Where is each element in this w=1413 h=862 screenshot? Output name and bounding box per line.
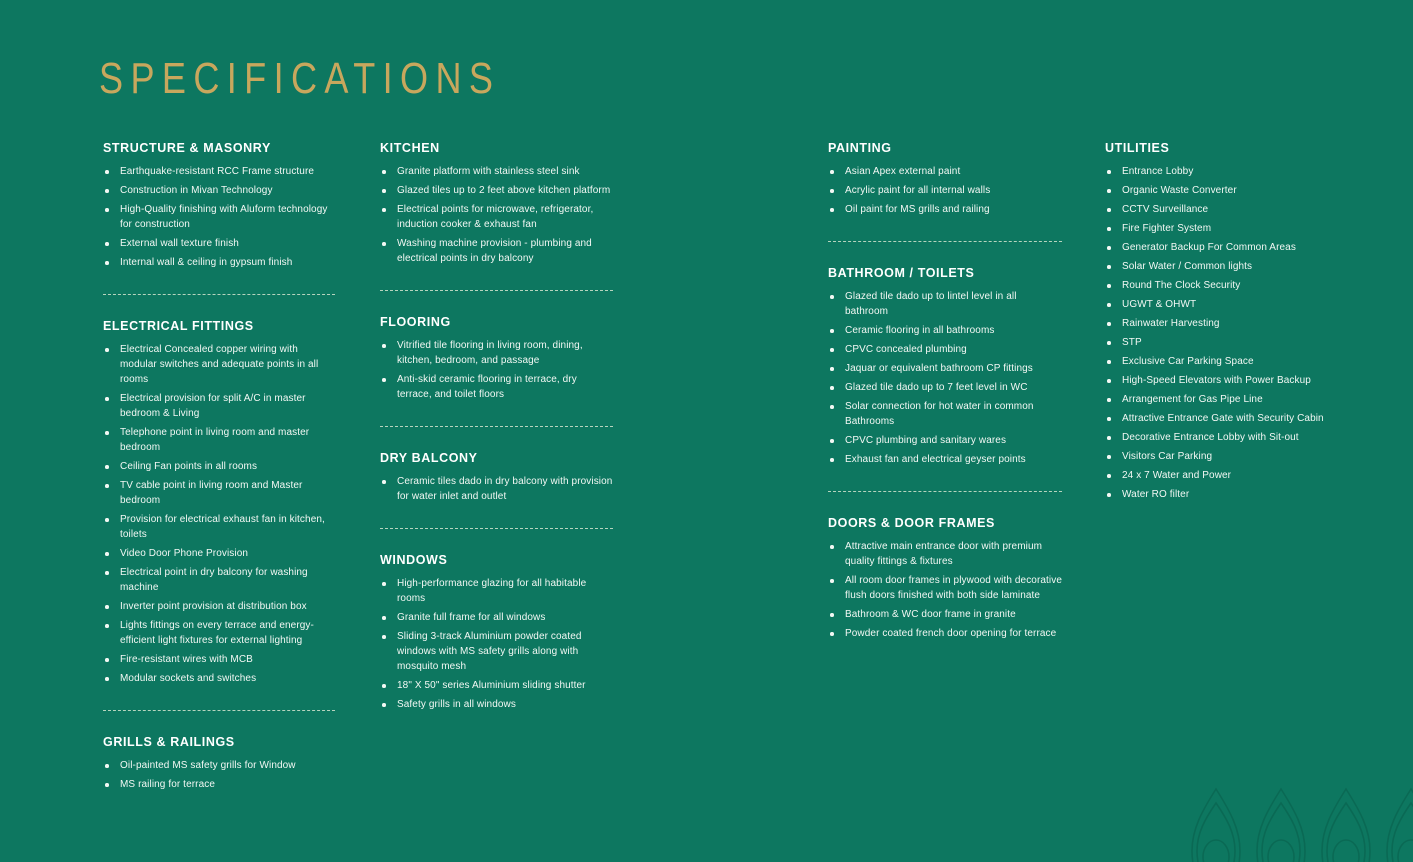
dashed-divider	[380, 290, 613, 291]
item-text: MS railing for terrace	[120, 779, 216, 790]
list-item	[1105, 316, 1343, 331]
item-text: Oil-painted MS safety grills for Window	[120, 760, 296, 771]
list-item	[380, 338, 613, 368]
bullet-icon	[1107, 455, 1111, 459]
item-text: Solar Water / Common lights	[1122, 261, 1253, 272]
bullet-icon	[1107, 360, 1111, 364]
page-title: SPECIFICATIONS	[99, 54, 501, 103]
list-item	[1105, 240, 1343, 255]
section-heading: GRILLS & RAILINGS	[103, 735, 235, 749]
spec-list	[380, 474, 613, 504]
item-text: High-Quality finishing with Aluform technology for construction	[120, 204, 328, 230]
bullet-icon	[105, 571, 109, 575]
bullet-icon	[105, 484, 109, 488]
list-item	[103, 618, 335, 648]
list-item	[103, 342, 335, 387]
section-heading: DOORS & DOOR FRAMES	[828, 516, 995, 530]
list-item	[380, 697, 613, 712]
list-item	[828, 361, 1062, 376]
spec-section	[380, 141, 613, 266]
bullet-icon	[830, 386, 834, 390]
bullet-icon	[105, 465, 109, 469]
bullet-icon	[830, 208, 834, 212]
bullet-icon	[830, 545, 834, 549]
item-text: Ceiling Fan points in all rooms	[120, 461, 258, 472]
item-text: Provision for electrical exhaust fan in kitchen, toilets	[120, 514, 325, 540]
list-item	[380, 610, 613, 625]
bullet-icon	[1107, 265, 1111, 269]
section-heading: STRUCTURE & MASONRY	[103, 141, 271, 155]
spec-column-1	[103, 141, 335, 796]
item-text: UGWT & OHWT	[1122, 299, 1197, 310]
bullet-icon	[105, 348, 109, 352]
bullet-icon	[105, 170, 109, 174]
list-item	[380, 183, 613, 198]
list-item	[828, 433, 1062, 448]
item-text: Water RO filter	[1122, 489, 1190, 500]
item-text: Fire Fighter System	[1122, 223, 1212, 234]
item-text: Organic Waste Converter	[1122, 185, 1237, 196]
bullet-icon	[830, 329, 834, 333]
spec-list	[828, 164, 1062, 217]
bullet-icon	[830, 189, 834, 193]
list-item	[828, 380, 1062, 395]
bullet-icon	[105, 397, 109, 401]
list-item	[828, 323, 1062, 338]
bullet-icon	[382, 378, 386, 382]
bullet-icon	[1107, 189, 1111, 193]
item-text: Fire-resistant wires with MCB	[120, 654, 253, 665]
list-item	[380, 576, 613, 606]
bullet-icon	[1107, 322, 1111, 326]
bullet-icon	[382, 208, 386, 212]
bullet-icon	[830, 405, 834, 409]
spec-section	[828, 141, 1062, 217]
item-text: TV cable point in living room and Master bedroom	[120, 480, 303, 506]
list-item	[828, 452, 1062, 467]
list-item	[103, 565, 335, 595]
list-item	[103, 758, 335, 773]
list-item	[1105, 354, 1343, 369]
section-heading: BATHROOM / TOILETS	[828, 266, 975, 280]
list-item	[103, 512, 335, 542]
bullet-icon	[382, 344, 386, 348]
bullet-icon	[1107, 170, 1111, 174]
item-text: Rainwater Harvesting	[1122, 318, 1220, 329]
list-item	[103, 391, 335, 421]
list-item	[828, 626, 1062, 641]
dashed-divider	[380, 528, 613, 529]
spec-list	[1105, 164, 1343, 502]
spec-list	[380, 338, 613, 402]
bullet-icon	[830, 579, 834, 583]
bullet-icon	[382, 703, 386, 707]
item-text: Earthquake-resistant RCC Frame structure	[120, 166, 315, 177]
item-text: Ceramic tiles dado in dry balcony with provision for water inlet and outlet	[397, 476, 613, 502]
list-item	[828, 202, 1062, 217]
item-text: Electrical points for microwave, refrigerator, induction cooker & exhaust fan	[397, 204, 594, 230]
section-heading: DRY BALCONY	[380, 451, 478, 465]
item-text: Arrangement for Gas Pipe Line	[1122, 394, 1263, 405]
bullet-icon	[1107, 246, 1111, 250]
item-text: Asian Apex external paint	[845, 166, 961, 177]
item-text: Video Door Phone Provision	[120, 548, 249, 559]
item-text: Glazed tile dado up to 7 feet level in WC	[845, 382, 1028, 393]
item-text: Solar connection for hot water in common Bathrooms	[845, 401, 1034, 427]
spec-section	[380, 315, 613, 402]
item-text: Inverter point provision at distribution box	[120, 601, 307, 612]
item-text: 18" X 50" series Aluminium sliding shutter	[397, 680, 586, 691]
dashed-divider	[103, 710, 335, 711]
dashed-divider	[828, 491, 1062, 492]
bullet-icon	[105, 677, 109, 681]
item-text: CCTV Surveillance	[1122, 204, 1209, 215]
item-text: Sliding 3-track Aluminium powder coated windows with MS safety grills along with mosquito mesh	[397, 631, 582, 672]
dashed-divider	[103, 294, 335, 295]
spec-list	[380, 576, 613, 712]
item-text: Glazed tile dado up to lintel level in all bathroom	[845, 291, 1017, 317]
list-item	[103, 459, 335, 474]
list-item	[103, 546, 335, 561]
list-item	[103, 164, 335, 179]
bullet-icon	[830, 632, 834, 636]
list-item	[103, 202, 335, 232]
item-text: Anti-skid ceramic flooring in terrace, dry terrace, and toilet floors	[397, 374, 577, 400]
section-heading: FLOORING	[380, 315, 451, 329]
item-text: Lights fittings on every terrace and energy-efficient light fixtures for external lighting	[120, 620, 314, 646]
bullet-icon	[830, 295, 834, 299]
list-item	[1105, 183, 1343, 198]
list-item	[1105, 449, 1343, 464]
list-item	[103, 255, 335, 270]
item-text: Construction in Mivan Technology	[120, 185, 273, 196]
item-text: External wall texture finish	[120, 238, 239, 249]
list-item	[1105, 164, 1343, 179]
section-heading: ELECTRICAL FITTINGS	[103, 319, 254, 333]
list-item	[103, 671, 335, 686]
item-text: Ceramic flooring in all bathrooms	[845, 325, 995, 336]
list-item	[1105, 278, 1343, 293]
item-text: Powder coated french door opening for terrace	[845, 628, 1057, 639]
spec-list	[103, 342, 335, 686]
list-item	[1105, 297, 1343, 312]
item-text: All room door frames in plywood with decorative flush doors finished with both side laminate	[845, 575, 1063, 601]
bullet-icon	[105, 605, 109, 609]
item-text: Jaquar or equivalent bathroom CP fittings	[845, 363, 1033, 374]
bullet-icon	[1107, 417, 1111, 421]
list-item	[380, 629, 613, 674]
item-text: Granite full frame for all windows	[397, 612, 546, 623]
list-item	[103, 777, 335, 792]
bullet-icon	[382, 635, 386, 639]
spec-section	[380, 451, 613, 504]
item-text: Electrical Concealed copper wiring with modular switches and adequate points in all rooms	[120, 344, 319, 385]
item-text: CPVC plumbing and sanitary wares	[845, 435, 1007, 446]
bullet-icon	[1107, 341, 1111, 345]
bullet-icon	[1107, 398, 1111, 402]
bullet-icon	[105, 261, 109, 265]
list-item	[103, 652, 335, 667]
bullet-icon	[830, 367, 834, 371]
spec-column-3	[828, 141, 1062, 645]
item-text: Washing machine provision - plumbing and electrical points in dry balcony	[397, 238, 592, 264]
list-item	[828, 183, 1062, 198]
bullet-icon	[382, 582, 386, 586]
bullet-icon	[105, 764, 109, 768]
list-item	[103, 425, 335, 455]
spec-list	[103, 164, 335, 270]
spec-list	[828, 539, 1062, 641]
bullet-icon	[1107, 436, 1111, 440]
bullet-icon	[105, 518, 109, 522]
bullet-icon	[830, 613, 834, 617]
bullet-icon	[1107, 208, 1111, 212]
item-text: STP	[1122, 337, 1142, 348]
spec-section	[103, 141, 335, 270]
list-item	[1105, 487, 1343, 502]
bullet-icon	[105, 189, 109, 193]
list-item	[1105, 411, 1343, 426]
list-item	[1105, 430, 1343, 445]
list-item	[1105, 221, 1343, 236]
bullet-icon	[1107, 303, 1111, 307]
spec-section	[1105, 141, 1343, 502]
bullet-icon	[382, 480, 386, 484]
bullet-icon	[382, 684, 386, 688]
bullet-icon	[1107, 493, 1111, 497]
bullet-icon	[105, 431, 109, 435]
spec-section	[103, 319, 335, 686]
bullet-icon	[382, 189, 386, 193]
bullet-icon	[830, 439, 834, 443]
list-item	[828, 573, 1062, 603]
bullet-icon	[1107, 379, 1111, 383]
spec-list	[828, 289, 1062, 467]
item-text: 24 x 7 Water and Power	[1122, 470, 1232, 481]
item-text: Visitors Car Parking	[1122, 451, 1213, 462]
list-item	[380, 164, 613, 179]
list-item	[103, 478, 335, 508]
spec-section	[828, 266, 1062, 467]
list-item	[828, 342, 1062, 357]
list-item	[1105, 202, 1343, 217]
item-text: Exhaust fan and electrical geyser points	[845, 454, 1026, 465]
spec-column-2	[380, 141, 613, 716]
list-item	[828, 399, 1062, 429]
item-text: Generator Backup For Common Areas	[1122, 242, 1296, 253]
bullet-icon	[1107, 474, 1111, 478]
bullet-icon	[830, 458, 834, 462]
spec-column-4	[1105, 141, 1343, 506]
list-item	[103, 236, 335, 251]
peacock-feather-pattern-icon	[1161, 785, 1413, 862]
bullet-icon	[830, 348, 834, 352]
list-item	[828, 164, 1062, 179]
spec-section	[380, 553, 613, 712]
list-item	[103, 599, 335, 614]
list-item	[1105, 373, 1343, 388]
dashed-divider	[380, 426, 613, 427]
item-text: Granite platform with stainless steel sink	[397, 166, 580, 177]
bullet-icon	[105, 208, 109, 212]
list-item	[1105, 392, 1343, 407]
bullet-icon	[105, 242, 109, 246]
list-item	[380, 678, 613, 693]
item-text: Modular sockets and switches	[120, 673, 257, 684]
item-text: High-performance glazing for all habitable rooms	[397, 578, 587, 604]
list-item	[828, 289, 1062, 319]
bullet-icon	[105, 658, 109, 662]
item-text: Round The Clock Security	[1122, 280, 1241, 291]
item-text: Entrance Lobby	[1122, 166, 1194, 177]
item-text: Electrical point in dry balcony for washing machine	[120, 567, 308, 593]
section-heading: PAINTING	[828, 141, 892, 155]
bullet-icon	[382, 170, 386, 174]
item-text: Attractive Entrance Gate with Security Cabin	[1122, 413, 1324, 424]
bullet-icon	[105, 783, 109, 787]
item-text: Exclusive Car Parking Space	[1122, 356, 1254, 367]
item-text: Vitrified tile flooring in living room, dining, kitchen, bedroom, and passage	[397, 340, 583, 366]
list-item	[828, 539, 1062, 569]
list-item	[380, 236, 613, 266]
bullet-icon	[382, 242, 386, 246]
list-item	[380, 372, 613, 402]
bullet-icon	[382, 616, 386, 620]
list-item	[1105, 259, 1343, 274]
list-item	[1105, 468, 1343, 483]
dashed-divider	[828, 241, 1062, 242]
item-text: Oil paint for MS grills and railing	[845, 204, 990, 215]
item-text: Bathroom & WC door frame in granite	[845, 609, 1016, 620]
bullet-icon	[1107, 227, 1111, 231]
list-item	[380, 474, 613, 504]
bullet-icon	[105, 624, 109, 628]
bullet-icon	[830, 170, 834, 174]
item-text: Safety grills in all windows	[397, 699, 516, 710]
item-text: Attractive main entrance door with premium quality fittings & fixtures	[845, 541, 1043, 567]
item-text: Internal wall & ceiling in gypsum finish	[120, 257, 293, 268]
section-heading: UTILITIES	[1105, 141, 1170, 155]
spec-list	[103, 758, 335, 792]
spec-section	[103, 735, 335, 792]
item-text: Glazed tiles up to 2 feet above kitchen platform	[397, 185, 611, 196]
list-item	[380, 202, 613, 232]
item-text: High-Speed Elevators with Power Backup	[1122, 375, 1311, 386]
item-text: Electrical provision for split A/C in master bedroom & Living	[120, 393, 306, 419]
list-item	[828, 607, 1062, 622]
list-item	[103, 183, 335, 198]
spec-section	[828, 516, 1062, 641]
section-heading: KITCHEN	[380, 141, 440, 155]
item-text: CPVC concealed plumbing	[845, 344, 967, 355]
item-text: Acrylic paint for all internal walls	[845, 185, 991, 196]
section-heading: WINDOWS	[380, 553, 448, 567]
item-text: Decorative Entrance Lobby with Sit-out	[1122, 432, 1299, 443]
item-text: Telephone point in living room and master bedroom	[120, 427, 310, 453]
bullet-icon	[1107, 284, 1111, 288]
bullet-icon	[105, 552, 109, 556]
spec-list	[380, 164, 613, 266]
list-item	[1105, 335, 1343, 350]
